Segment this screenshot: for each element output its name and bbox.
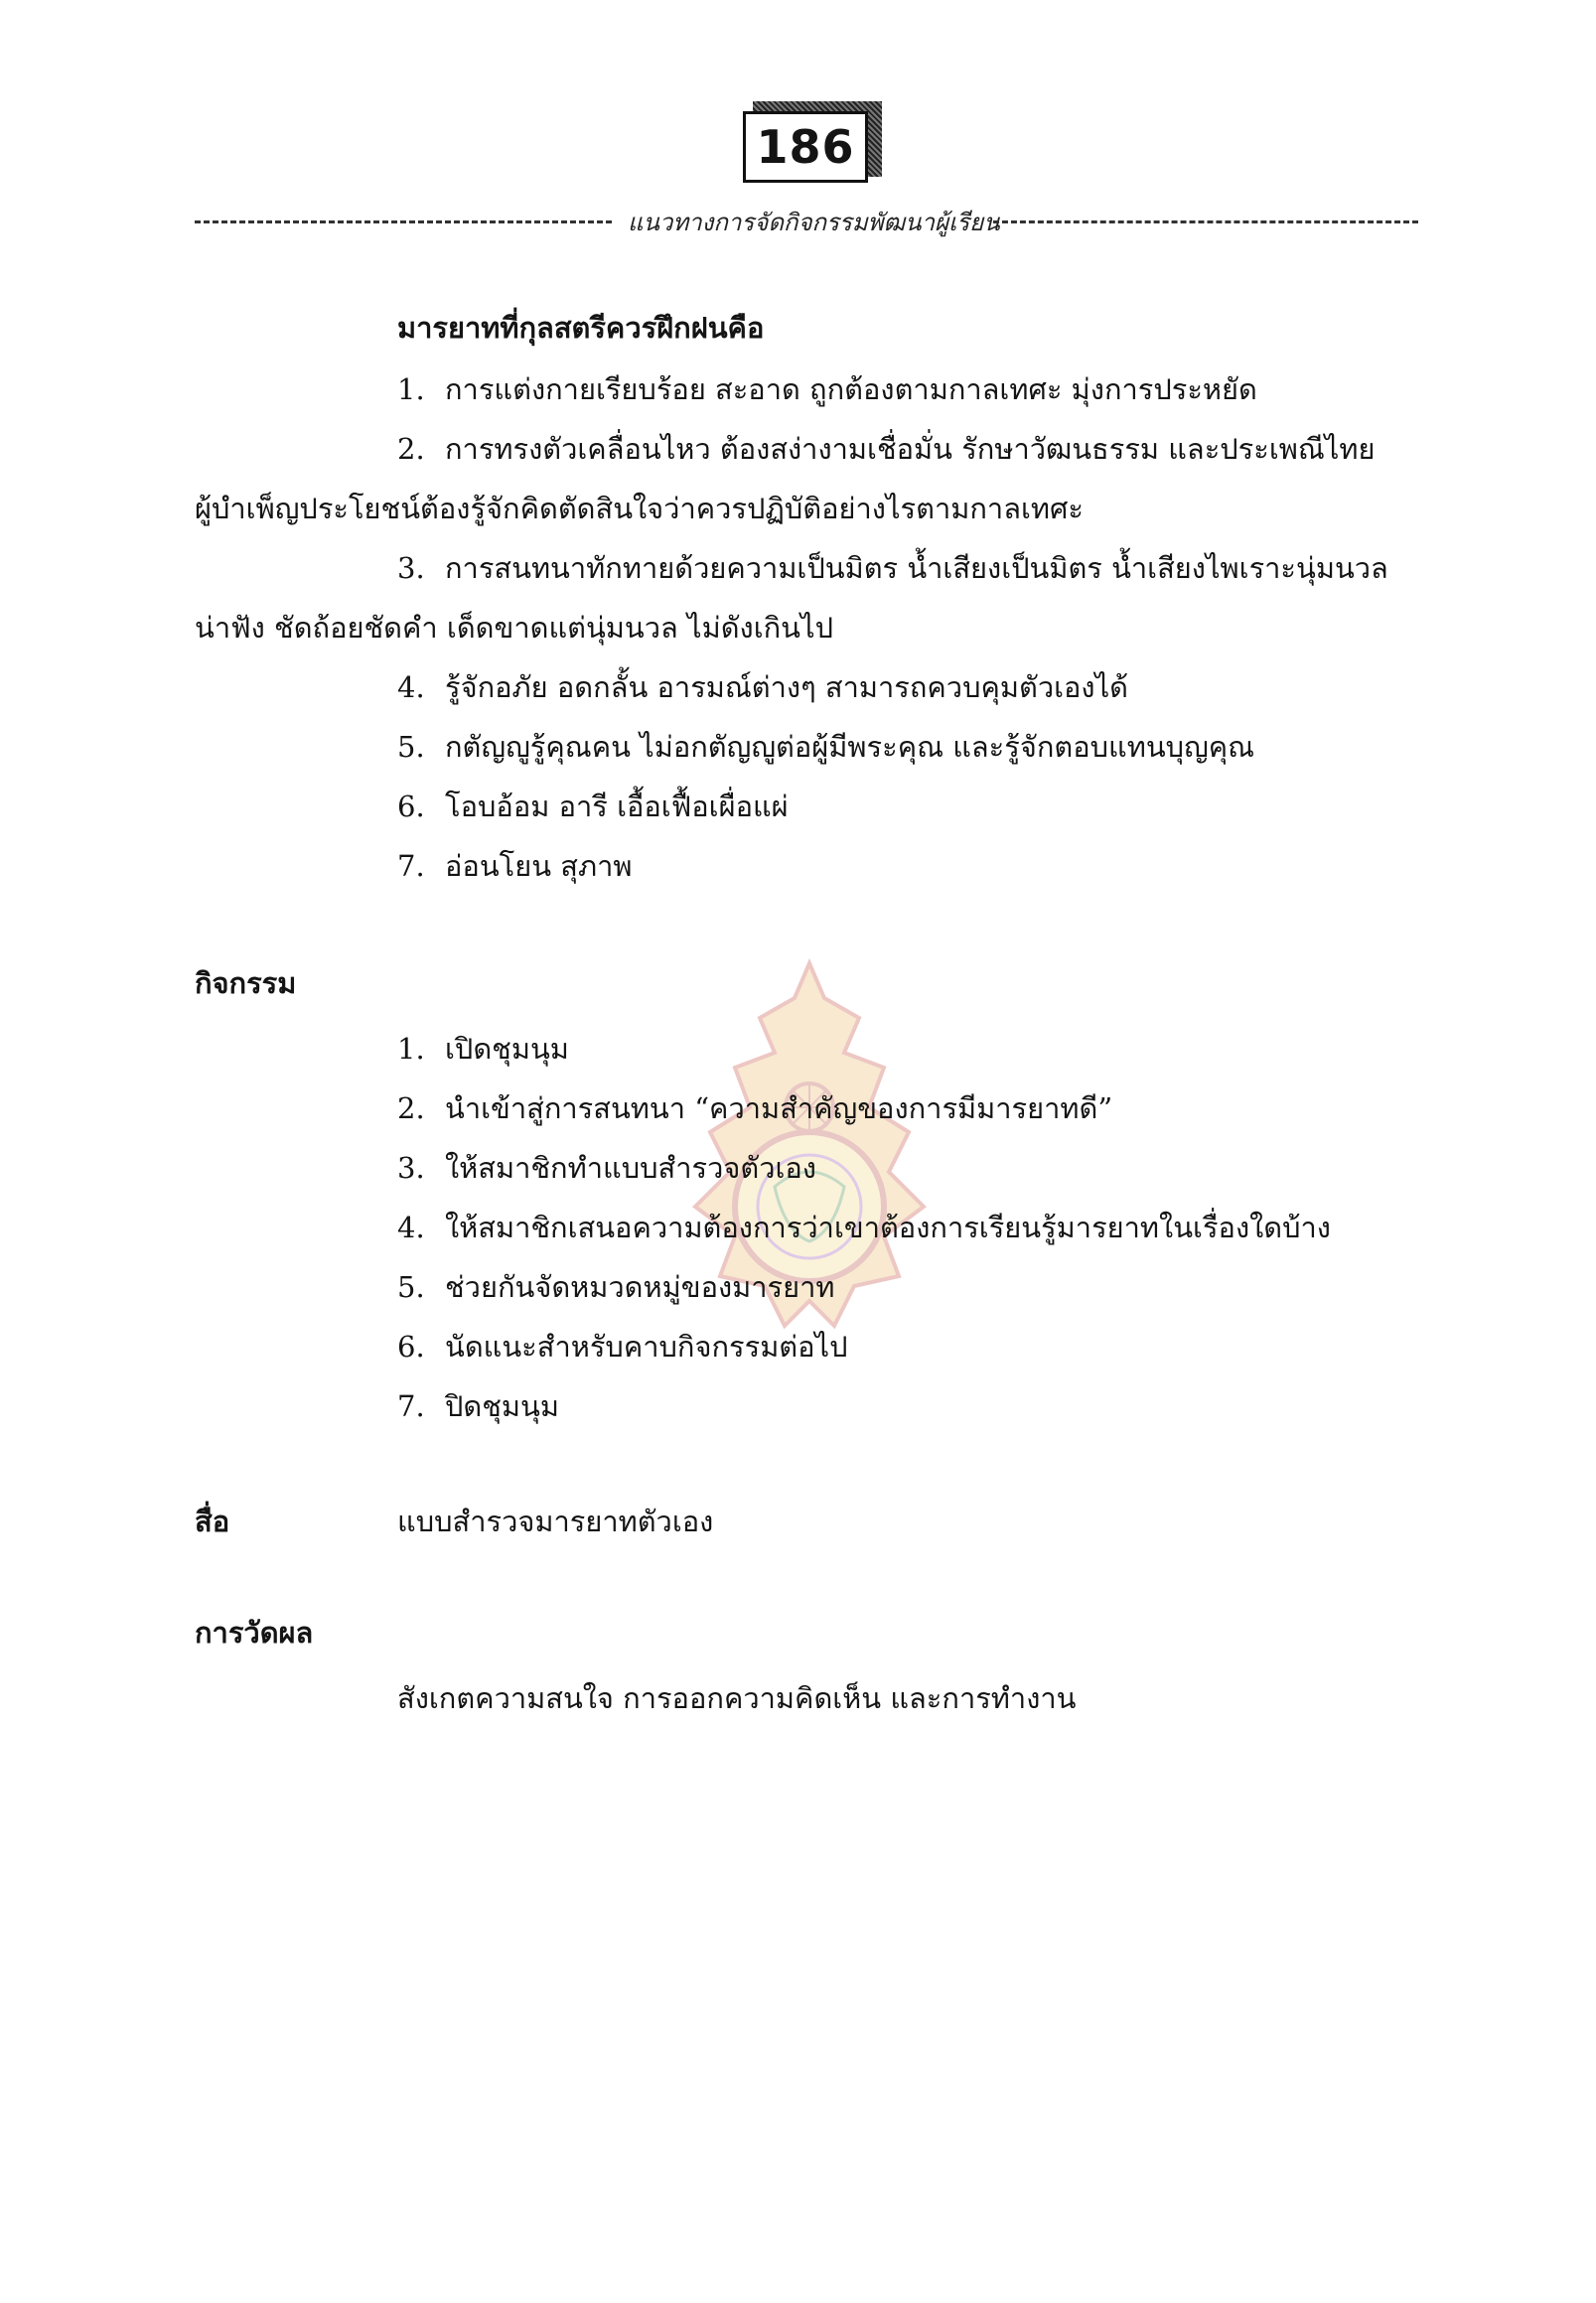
manners-item-text: การแต่งกายเรียบร้อย สะอาด ถูกต้องตามกาลเทศะ มุ่งการประหยัด (445, 372, 1257, 406)
activity-item-number: 5. (397, 1270, 425, 1304)
activity-item-number: 6. (397, 1330, 425, 1364)
activity-item-number: 2. (397, 1091, 425, 1125)
manners-item-5 (397, 727, 1254, 767)
manners-item-4 (397, 667, 1128, 707)
manners-item-text: การสนทนาทักทายด้วยความเป็นมิตร น้ำเสียงเป็นมิตร น้ำเสียงไพเราะนุ่มนวล (445, 551, 1388, 585)
manners-item-number: 3. (397, 551, 425, 585)
activity-item-number: 7. (397, 1389, 425, 1423)
media-label: สื่อ (195, 1505, 230, 1538)
manners-heading: มารยาทที่กุลสตรีควรฝึกฝนคือ (397, 311, 765, 345)
activity-item-text: นำเข้าสู่การสนทนา “ความสำคัญของการมีมารยาทดี” (445, 1091, 1113, 1125)
page-number-box (743, 101, 884, 187)
activity-item-3 (397, 1148, 816, 1188)
manners-item-text: อ่อนโยน สุภาพ (445, 849, 633, 883)
activity-item-text: ช่วยกันจัดหมวดหมู่ของมารยาท (445, 1270, 835, 1304)
activity-item-text: ให้สมาชิกทำแบบสำรวจตัวเอง (445, 1151, 816, 1185)
activity-item-number: 1. (397, 1032, 425, 1066)
manners-item-number: 7. (397, 849, 425, 883)
manners-item-number: 2. (397, 432, 425, 466)
header-rule-left (195, 220, 612, 223)
activity-item-7 (397, 1386, 559, 1426)
manners-item-number: 4. (397, 670, 425, 704)
evaluation-text: สังเกตความสนใจ การออกความคิดเห็น และการทำงาน (397, 1681, 1077, 1715)
evaluation-heading: การวัดผล (195, 1616, 314, 1650)
manners-item-2-continuation: ผู้บำเพ็ญประโยชน์ต้องรู้จักคิดตัดสินใจว่าควรปฏิบัติอย่างไรตามกาลเทศะ (195, 492, 1084, 525)
activity-item-number: 3. (397, 1151, 425, 1185)
manners-item-3 (397, 548, 1388, 588)
header-rule-right (993, 220, 1418, 223)
activity-item-2 (397, 1088, 1112, 1128)
manners-item-3-continuation: น่าฟัง ชัดถ้อยชัดคำ เด็ดขาดแต่นุ่มนวล ไม่ดังเกินไป (195, 611, 833, 645)
activity-item-text: นัดแนะสำหรับคาบกิจกรรมต่อไป (445, 1330, 848, 1364)
activities-heading: กิจกรรม (195, 966, 297, 1000)
manners-item-7 (397, 846, 633, 886)
activity-item-4 (397, 1208, 1331, 1247)
manners-item-number: 5. (397, 730, 425, 764)
media-value: แบบสำรวจมารยาทตัวเอง (397, 1505, 714, 1538)
manners-item-text: รู้จักอภัย อดกลั้น อารมณ์ต่างๆ สามารถควบคุมตัวเองได้ (445, 670, 1129, 704)
manners-item-text: โอบอ้อม อารี เอื้อเฟื้อเผื่อแผ่ (445, 790, 789, 823)
activity-item-text: เปิดชุมนุม (445, 1032, 569, 1066)
activity-item-1 (397, 1029, 569, 1069)
activity-item-text: ให้สมาชิกเสนอความต้องการว่าเขาต้องการเรียนรู้มารยาทในเรื่องใดบ้าง (445, 1211, 1331, 1244)
activity-item-5 (397, 1267, 835, 1307)
manners-item-6 (397, 787, 789, 826)
manners-item-text: กตัญญูรู้คุณคน ไม่อกตัญญูต่อผู้มีพระคุณ และรู้จักตอบแทนบุญคุณ (445, 730, 1255, 764)
page-number: 186 (743, 111, 868, 183)
manners-item-number: 6. (397, 790, 425, 823)
activity-item-number: 4. (397, 1211, 425, 1244)
manners-item-number: 1. (397, 372, 425, 406)
manners-item-2 (397, 429, 1375, 469)
manners-item-text: การทรงตัวเคลื่อนไหว ต้องสง่างามเชื่อมั่น รักษาวัฒนธรรม และประเพณีไทย (445, 432, 1376, 466)
activity-item-6 (397, 1327, 848, 1367)
running-header: แนวทางการจัดกิจกรรมพัฒนาผู้เรียน (628, 209, 1000, 236)
manners-item-1 (397, 369, 1257, 409)
activity-item-text: ปิดชุมนุม (445, 1389, 559, 1423)
